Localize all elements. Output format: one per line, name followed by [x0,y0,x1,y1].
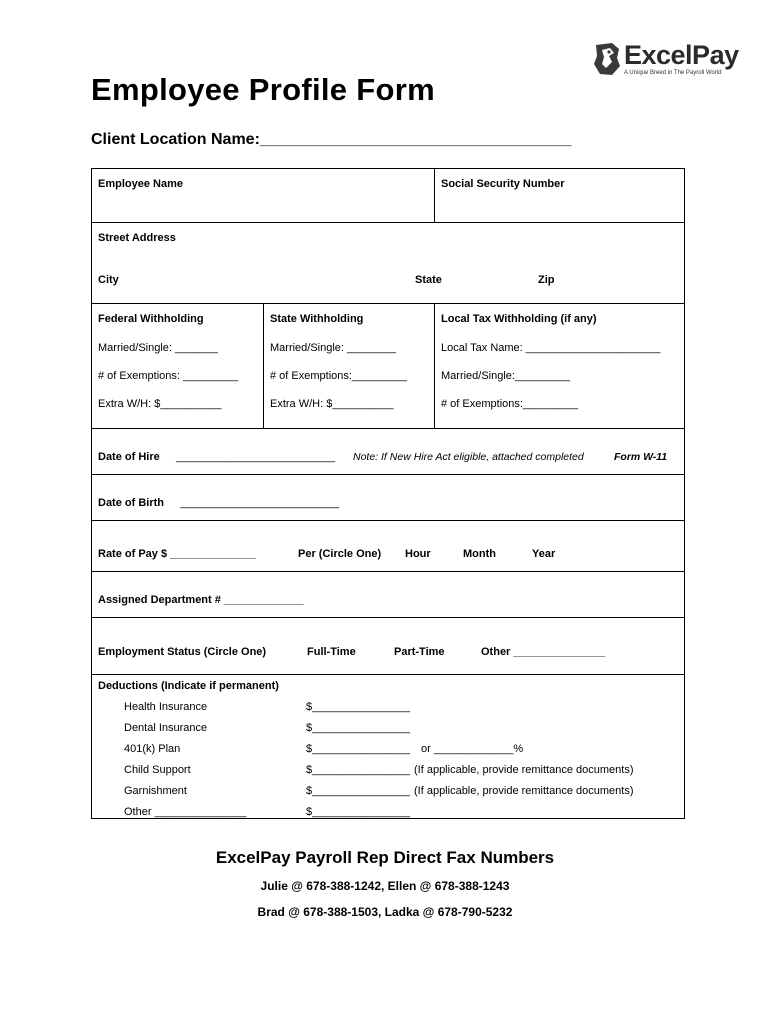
rate-of-pay-field[interactable]: Rate of Pay $ ______________ [98,548,256,560]
logo-tagline: A Unique Breed in The Payroll World [624,70,722,76]
employment-status-label: Employment Status (Circle One) [98,646,267,658]
deduction-amount-field[interactable]: $________________ [306,701,411,713]
federal-withholding-header: Federal Withholding [98,313,204,325]
deduction-note: (If applicable, provide remittance documents) [414,785,634,797]
divider [434,303,435,428]
state-marital-field[interactable]: Married/Single: ________ [270,342,396,354]
deduction-name: Dental Insurance [124,722,208,734]
deduction-percent-field[interactable]: or _____________% [421,743,524,755]
pay-period-label: Per (Circle One) [298,548,382,560]
form-box [91,168,685,819]
deduction-amount-field[interactable]: $________________ [306,764,411,776]
federal-marital-field[interactable]: Married/Single: _______ [98,342,218,354]
date-of-hire-label: Date of Hire [98,451,160,463]
divider [434,169,435,222]
client-location-field[interactable]: Client Location Name:___________________________________ [91,131,572,148]
status-option-full-time[interactable]: Full-Time [307,646,356,658]
divider [92,428,684,429]
divider [92,571,684,572]
pay-option-month[interactable]: Month [463,548,496,560]
street-address-field[interactable]: Street Address [98,232,176,244]
zip-field[interactable]: Zip [538,274,555,286]
form-w11-ref: Form W-11 [614,451,668,463]
state-withholding-header: State Withholding [270,313,364,325]
deductions-header: Deductions (Indicate if permanent) [98,680,279,692]
deduction-note: (If applicable, provide remittance documents) [414,764,634,776]
fax-section-title: ExcelPay Payroll Rep Direct Fax Numbers [215,848,555,867]
divider [263,303,264,428]
deduction-name: Health Insurance [124,701,208,713]
deduction-amount-field[interactable]: $________________ [306,722,411,734]
city-field[interactable]: City [98,274,119,286]
deduction-name: 401(k) Plan [124,743,181,755]
pay-option-year[interactable]: Year [532,548,556,560]
deduction-name: Garnishment [124,785,187,797]
state-exemptions-field[interactable]: # of Exemptions:_________ [270,370,407,382]
deduction-amount-field[interactable]: $________________ [306,743,411,755]
divider [92,520,684,521]
divider [92,617,684,618]
department-field[interactable]: Assigned Department # _____________ [98,594,304,606]
local-exemptions-field[interactable]: # of Exemptions:_________ [441,398,578,410]
ssn-field[interactable]: Social Security Number [441,178,565,190]
deduction-amount-field[interactable]: $________________ [306,806,411,818]
federal-exemptions-field[interactable]: # of Exemptions: _________ [98,370,239,382]
excelpay-logo [592,40,739,78]
divider [92,303,684,304]
new-hire-note: Note: If New Hire Act eligible, attached completed [353,451,584,463]
divider [92,474,684,475]
local-tax-name-field[interactable]: Local Tax Name: ______________________ [441,342,661,354]
date-of-birth-label: Date of Birth [98,497,164,509]
state-field[interactable]: State [415,274,442,286]
deduction-name: Child Support [124,764,191,776]
federal-extra-wh-field[interactable]: Extra W/H: $__________ [98,398,222,410]
horse-emblem-icon [592,42,622,76]
logo-wordmark: ExcelPay [624,40,739,70]
page-title: Employee Profile Form [91,72,435,107]
date-of-hire-field[interactable]: __________________________ [176,451,336,463]
status-option-other[interactable]: Other _______________ [481,646,606,658]
pay-option-hour[interactable]: Hour [405,548,431,560]
employee-name-field[interactable]: Employee Name [98,178,183,190]
fax-numbers-line-2: Brad @ 678-388-1503, Ladka @ 678-790-5232 [257,905,513,919]
local-marital-field[interactable]: Married/Single:_________ [441,370,571,382]
state-extra-wh-field[interactable]: Extra W/H: $__________ [270,398,394,410]
deduction-amount-field[interactable]: $________________ [306,785,411,797]
divider [92,674,684,675]
fax-numbers-line-1: Julie @ 678-388-1242, Ellen @ 678-388-1243 [260,879,510,893]
status-option-part-time[interactable]: Part-Time [394,646,445,658]
date-of-birth-field[interactable]: __________________________ [180,497,340,509]
local-withholding-header: Local Tax Withholding (if any) [441,313,597,325]
divider [92,222,684,223]
deduction-other-name-field[interactable]: Other _______________ [124,806,247,818]
